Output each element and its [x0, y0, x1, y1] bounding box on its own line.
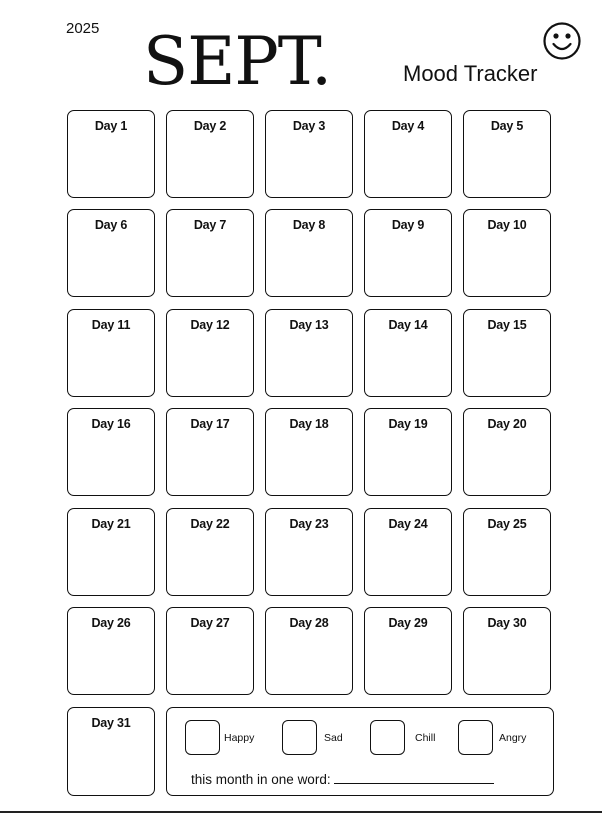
day-label: Day 22 — [190, 517, 230, 531]
day-box-27[interactable] — [166, 607, 254, 695]
day-label: Day 13 — [289, 318, 329, 332]
day-label: Day 18 — [289, 417, 329, 431]
day-box-30[interactable] — [463, 607, 551, 695]
day-box-29[interactable] — [364, 607, 452, 695]
day-label: Day 9 — [391, 218, 425, 232]
day-label: Day 3 — [292, 119, 326, 133]
day-box-1[interactable] — [67, 110, 155, 198]
day-label: Day 17 — [190, 417, 230, 431]
mood-label-chill: Chill — [415, 732, 436, 744]
day-label: Day 15 — [487, 318, 527, 332]
day-box-24[interactable] — [364, 508, 452, 596]
day-label: Day 14 — [388, 318, 428, 332]
day-box-7[interactable] — [166, 209, 254, 297]
day-box-16[interactable] — [67, 408, 155, 496]
word-answer-line[interactable] — [334, 783, 494, 784]
day-label: Day 24 — [388, 517, 428, 531]
day-label: Day 31 — [91, 716, 131, 730]
day-box-31[interactable] — [67, 707, 155, 796]
day-box-5[interactable] — [463, 110, 551, 198]
day-label: Day 23 — [289, 517, 329, 531]
mood-swatch-angry[interactable] — [458, 720, 493, 755]
word-prompt-label: this month in one word: — [191, 772, 331, 787]
day-box-21[interactable] — [67, 508, 155, 596]
day-box-2[interactable] — [166, 110, 254, 198]
day-label: Day 21 — [91, 517, 131, 531]
day-label: Day 12 — [190, 318, 230, 332]
day-label: Day 8 — [292, 218, 326, 232]
day-box-4[interactable] — [364, 110, 452, 198]
day-label: Day 5 — [490, 119, 524, 133]
word-prompt-row — [191, 772, 494, 787]
mood-legend — [166, 707, 554, 796]
day-label: Day 6 — [94, 218, 128, 232]
year-label: 2025 — [66, 20, 100, 37]
day-label: Day 30 — [487, 616, 527, 630]
day-label: Day 25 — [487, 517, 527, 531]
day-label: Day 28 — [289, 616, 329, 630]
tracker-subtitle: Mood Tracker — [403, 61, 538, 86]
day-label: Day 26 — [91, 616, 131, 630]
mood-label-sad: Sad — [324, 732, 343, 744]
day-box-18[interactable] — [265, 408, 353, 496]
day-box-26[interactable] — [67, 607, 155, 695]
day-box-6[interactable] — [67, 209, 155, 297]
day-label: Day 20 — [487, 417, 527, 431]
day-box-11[interactable] — [67, 309, 155, 397]
day-box-25[interactable] — [463, 508, 551, 596]
day-box-12[interactable] — [166, 309, 254, 397]
day-box-17[interactable] — [166, 408, 254, 496]
day-label: Day 10 — [487, 218, 527, 232]
month-title: SEPT. — [143, 23, 332, 100]
mood-label-happy: Happy — [224, 732, 255, 744]
day-box-10[interactable] — [463, 209, 551, 297]
day-label: Day 16 — [91, 417, 131, 431]
day-label: Day 2 — [193, 119, 227, 133]
mood-swatch-happy[interactable] — [185, 720, 220, 755]
day-label: Day 29 — [388, 616, 428, 630]
day-label: Day 19 — [388, 417, 428, 431]
day-box-23[interactable] — [265, 508, 353, 596]
day-label: Day 4 — [391, 119, 425, 133]
day-box-3[interactable] — [265, 110, 353, 198]
mood-swatch-sad[interactable] — [282, 720, 317, 755]
day-box-8[interactable] — [265, 209, 353, 297]
day-box-22[interactable] — [166, 508, 254, 596]
day-box-14[interactable] — [364, 309, 452, 397]
day-box-20[interactable] — [463, 408, 551, 496]
day-label: Day 11 — [91, 318, 131, 332]
mood-swatch-chill[interactable] — [370, 720, 405, 755]
day-box-15[interactable] — [463, 309, 551, 397]
day-box-28[interactable] — [265, 607, 353, 695]
day-box-13[interactable] — [265, 309, 353, 397]
day-label: Day 7 — [193, 218, 227, 232]
day-box-19[interactable] — [364, 408, 452, 496]
day-box-9[interactable] — [364, 209, 452, 297]
day-label: Day 27 — [190, 616, 230, 630]
day-label: Day 1 — [94, 119, 128, 133]
mood-label-angry: Angry — [499, 732, 527, 744]
